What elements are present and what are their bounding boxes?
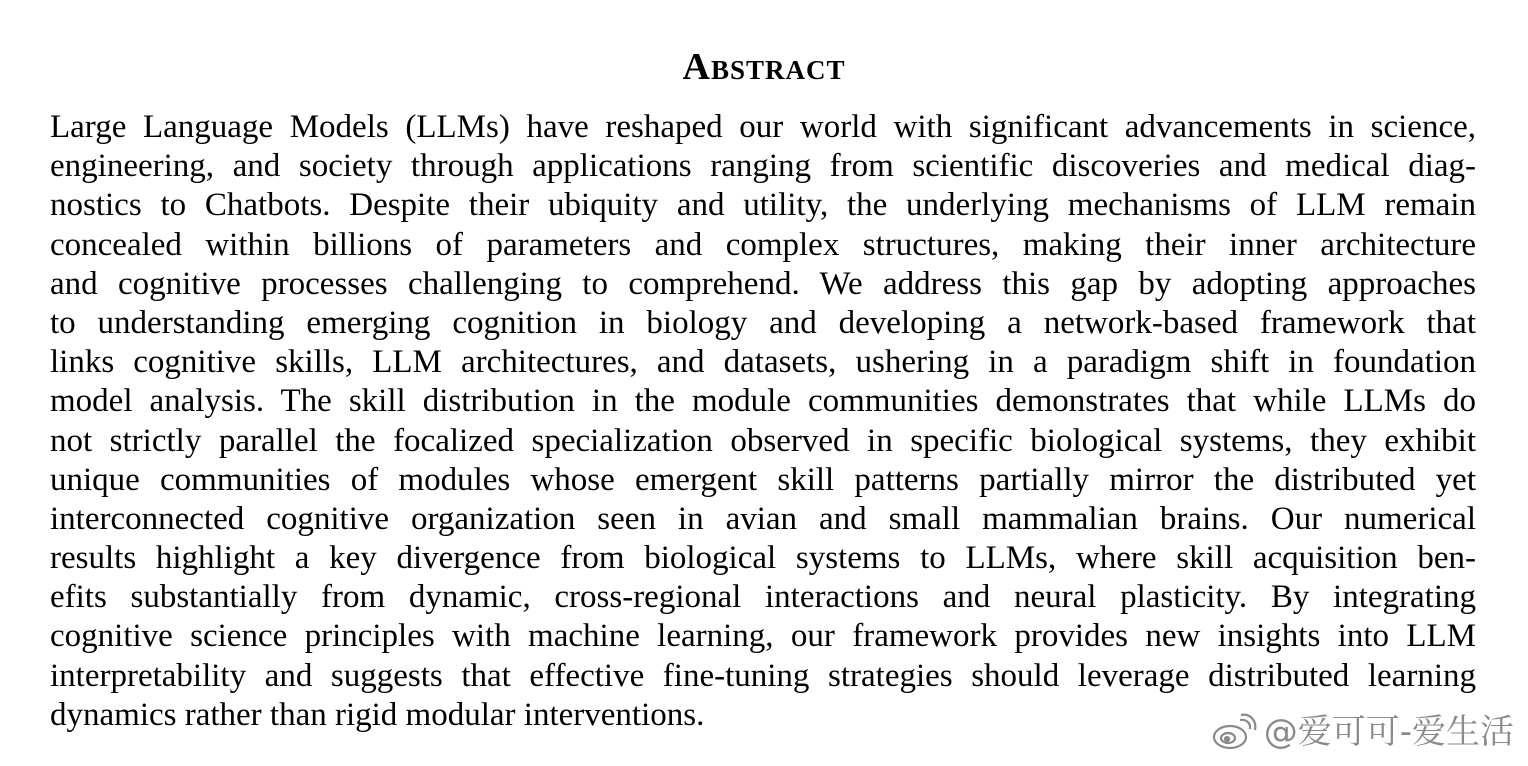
abstract-line: engineering, and society through applications ranging from scientific discoveries and medical diag-: [50, 148, 1476, 185]
abstract-line: Large Language Models (LLMs) have reshaped our world with significant advancements in science,: [50, 109, 1476, 145]
abstract-line: interpretability and suggests that effective fine-tuning strategies should leverage distributed learning: [50, 657, 1476, 694]
abstract-body: [50, 108, 1476, 735]
abstract-line: interconnected cognitive organization seen in avian and small mammalian brains. Our numerical: [50, 500, 1476, 537]
abstract-heading: Abstract: [682, 46, 846, 88]
abstract-line: results highlight a key divergence from biological systems to LLMs, where skill acquisition ben-: [50, 540, 1476, 577]
abstract-line: cognitive science principles with machine learning, our framework provides new insights into LLM: [50, 618, 1476, 655]
abstract-line: concealed within billions of parameters and complex structures, making their inner architecture: [50, 226, 1476, 263]
abstract-line: model analysis. The skill distribution in the module communities demonstrates that while LLMs do: [50, 383, 1476, 420]
abstract-line: to understanding emerging cognition in biology and developing a network-based framework that: [50, 304, 1476, 341]
abstract-line: unique communities of modules whose emergent skill patterns partially mirror the distributed yet: [50, 461, 1476, 498]
abstract-line-last: dynamics rather than rigid modular interventions.: [50, 696, 705, 733]
abstract-line: nostics to Chatbots. Despite their ubiquity and utility, the underlying mechanisms of LLM remain: [50, 187, 1476, 224]
weibo-icon: [1210, 712, 1258, 752]
watermark-text: @爱可可-爱生活: [1263, 712, 1514, 752]
abstract-line: efits substantially from dynamic, cross-regional interactions and neural plasticity. By integrating: [50, 579, 1476, 616]
watermark: [1210, 712, 1514, 752]
abstract-line: links cognitive skills, LLM architectures, and datasets, ushering in a paradigm shift in foundation: [50, 344, 1476, 381]
abstract-line: and cognitive processes challenging to comprehend. We address this gap by adopting approaches: [50, 265, 1476, 302]
abstract-line: not strictly parallel the focalized specialization observed in specific biological systems, they exhibit: [50, 422, 1476, 459]
